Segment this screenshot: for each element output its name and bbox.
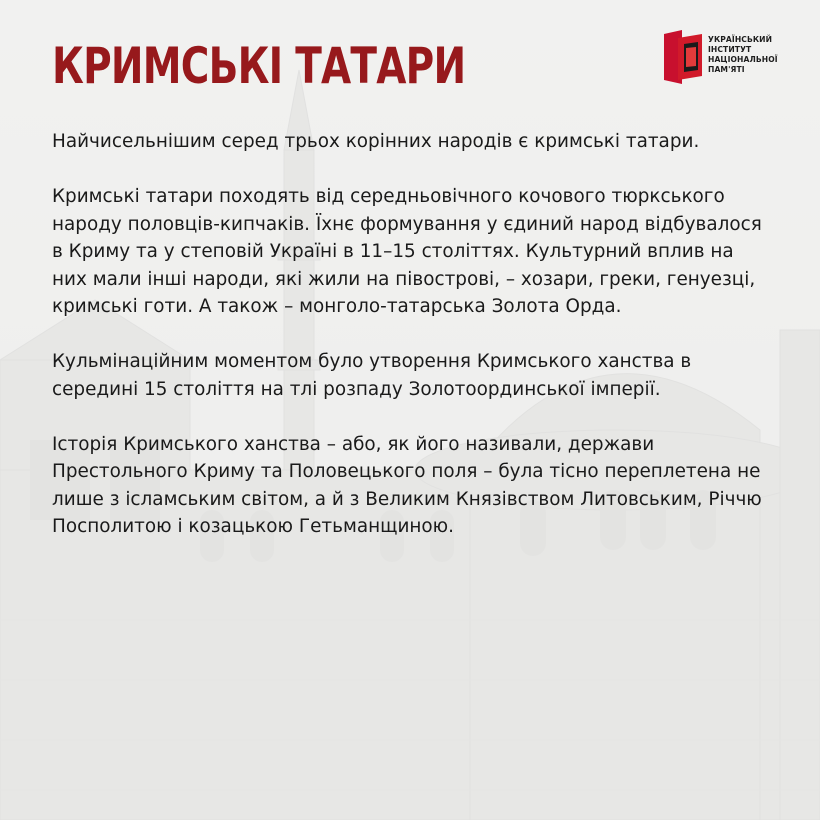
uinp-logo-icon — [664, 30, 704, 84]
logo-line: НАЦІОНАЛЬНОЇ — [708, 55, 778, 64]
logo-line: ПАМ'ЯТІ — [708, 65, 745, 74]
logo-line: УКРАЇНСЬКИЙ — [708, 35, 773, 44]
page-title: КРИМСЬКІ ТАТАРИ — [52, 37, 466, 95]
paragraph: Кульмінаційним моментом було утворення Кримського ханства в середині 15 століття на тлі розпаду Золотоординської імперії. — [52, 351, 692, 400]
paragraph: Історія Кримського ханства – або, як його називали, держави Престольного Криму та Половецького поля – була тісно переплетена не лише з ісламським світом, а й з Великим Князівством Литовським, Річчю Посполитою і козацькою Гетьманщиною. — [52, 433, 762, 537]
logo-text — [708, 35, 778, 75]
logo-line: ІНСТИТУТ — [708, 45, 752, 54]
paragraph: Кримські татари походять від середньовічного кочового тюркського народу половців-кипчаків. Їхнє формування у єдиний народ відбувалося в Криму та у степовій Україні в 11–15 століттях. Культурний вплив на них мали інші народи, які жили на півострові, – хозари, греки, генуезці, кримські готи. А також – монголо-татарська Золота Орда. — [52, 186, 762, 317]
institute-logo — [664, 30, 804, 86]
body-text — [52, 128, 770, 568]
paragraph: Найчисельнішим серед трьох корінних народів є кримські татари. — [52, 131, 700, 152]
